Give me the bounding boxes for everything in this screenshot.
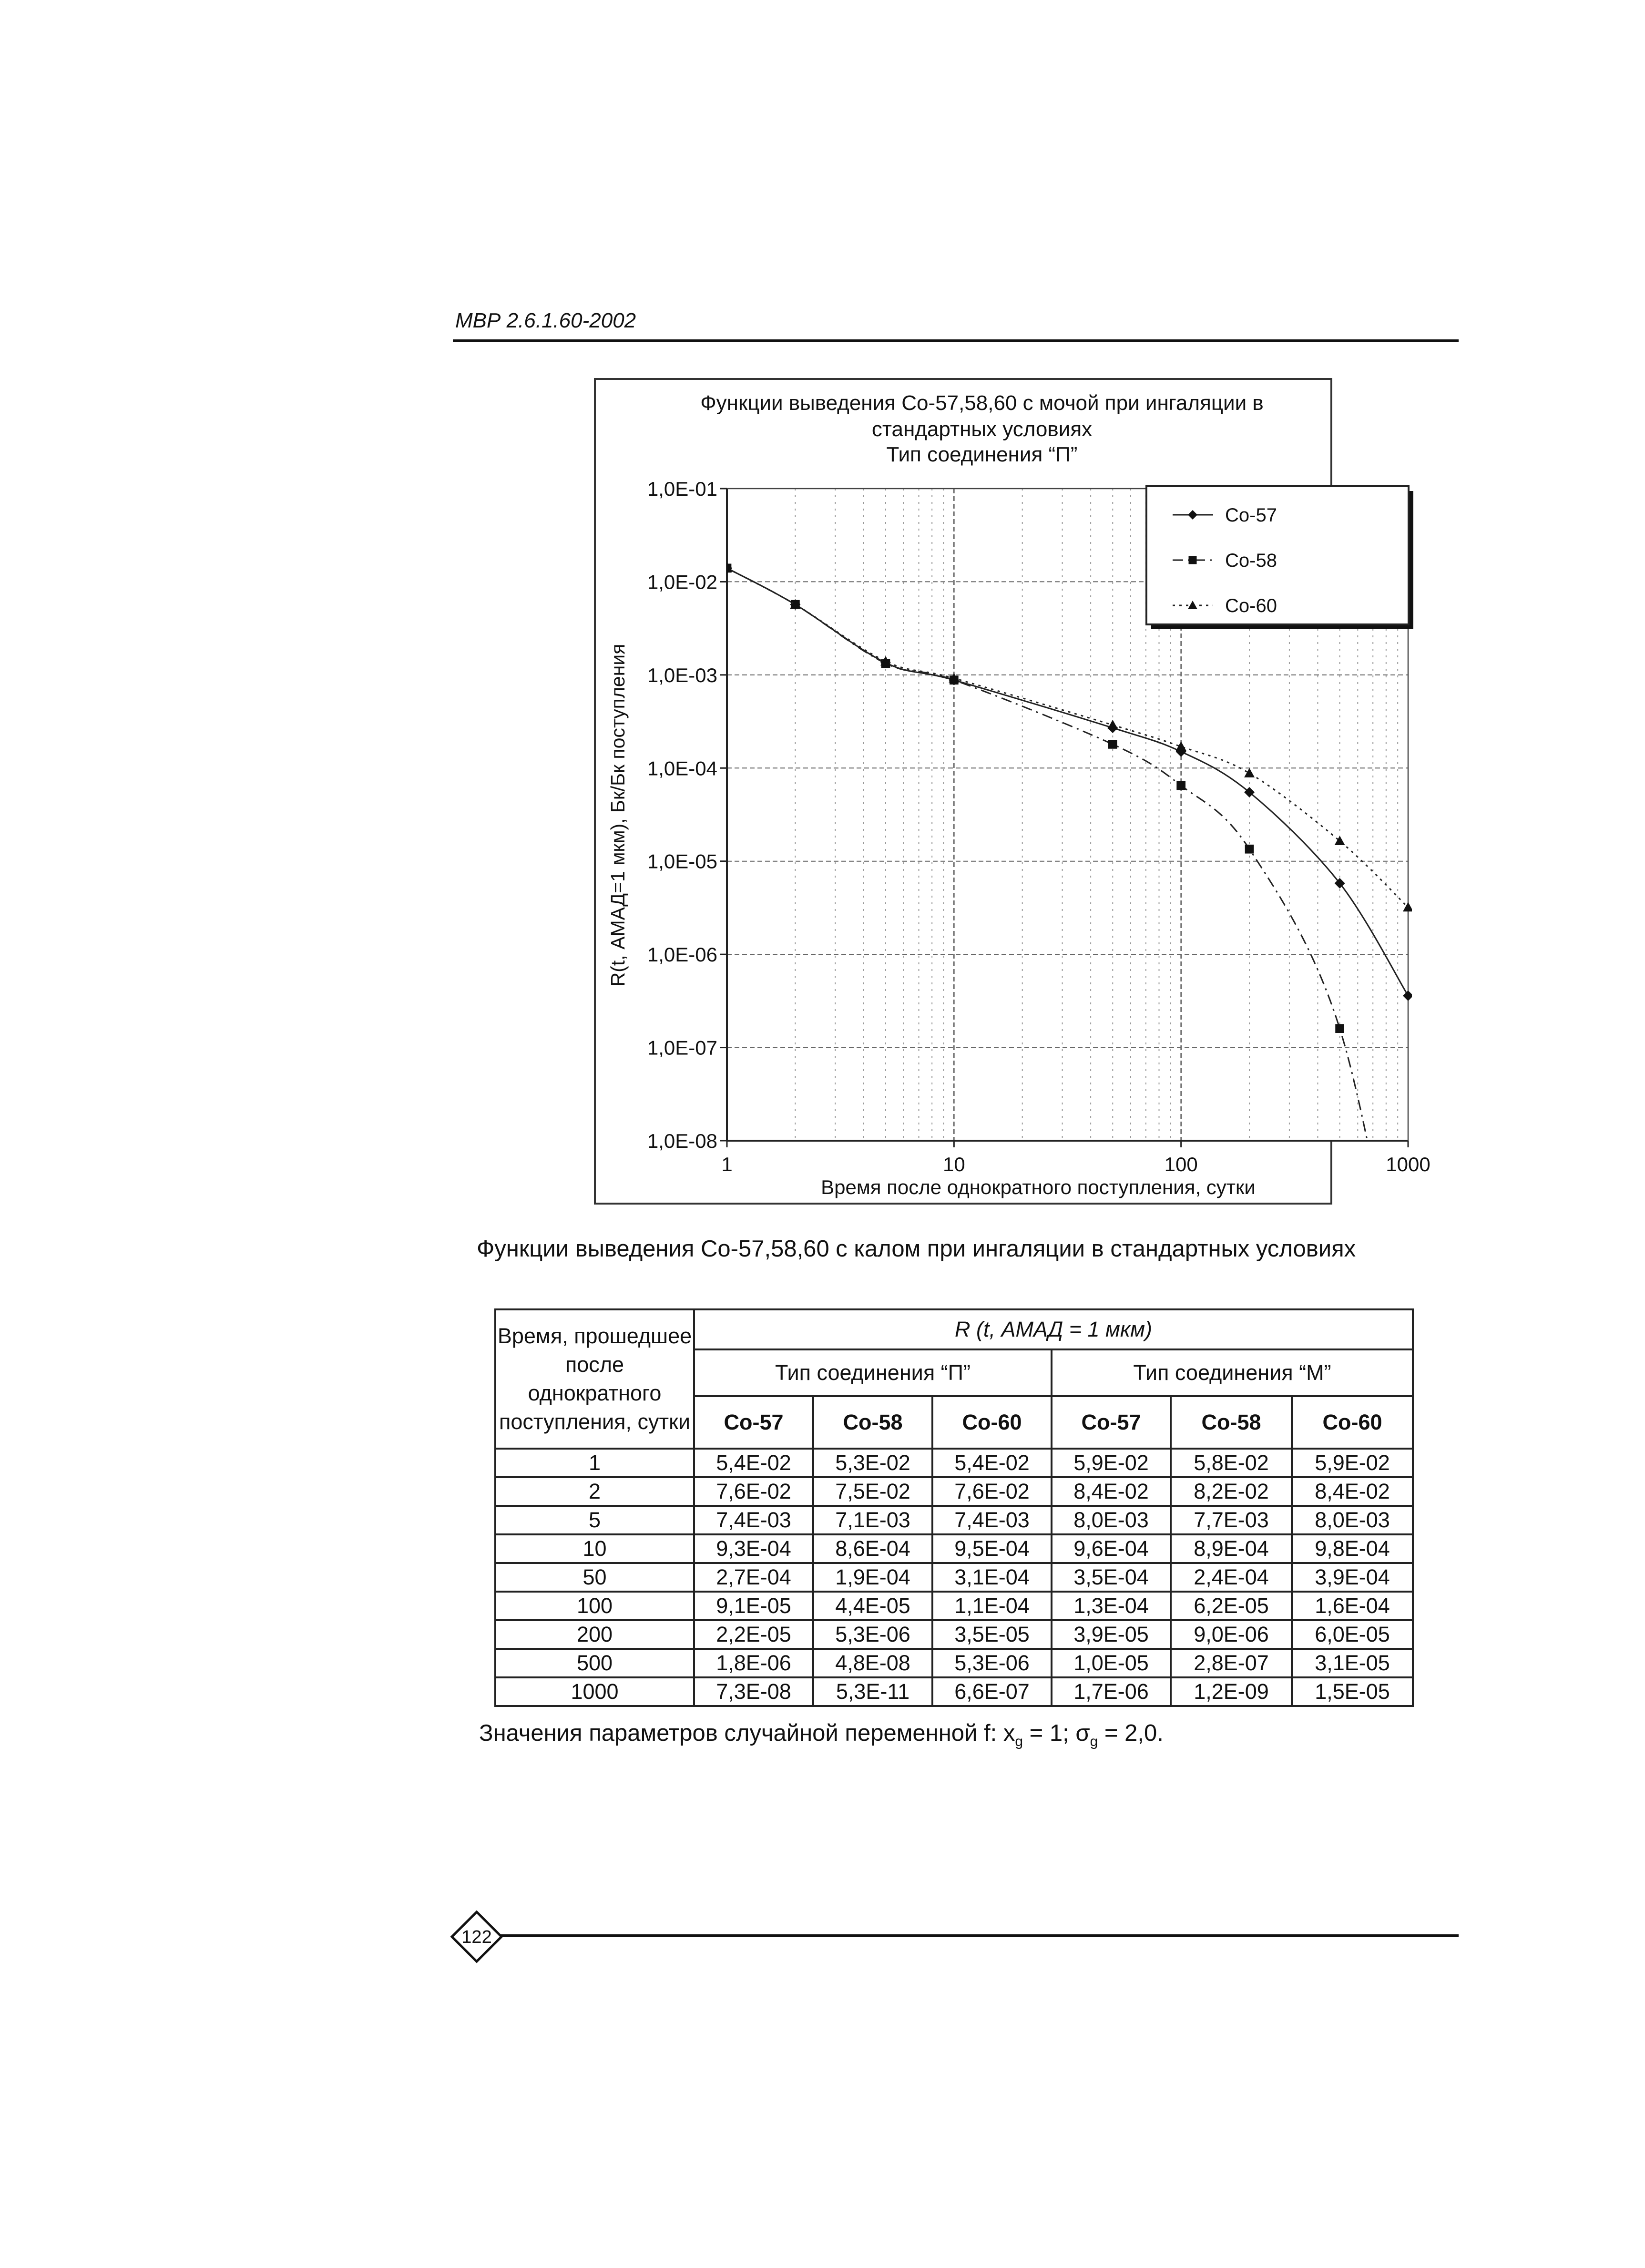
data-point xyxy=(1335,1024,1344,1033)
page-number-badge xyxy=(448,1908,505,1965)
isotope-header: Со-60 xyxy=(932,1396,1052,1449)
value-cell: 1,1E-04 xyxy=(932,1592,1052,1620)
value-cell: 3,5E-04 xyxy=(1052,1563,1171,1592)
table-row xyxy=(495,1592,1413,1620)
value-cell: 3,5E-05 xyxy=(932,1620,1052,1649)
y-tick-label: 1,0E-02 xyxy=(647,571,717,593)
value-cell: 7,6E-02 xyxy=(694,1477,813,1506)
value-cell: 9,0E-06 xyxy=(1171,1620,1292,1649)
value-cell: 4,4E-05 xyxy=(813,1592,932,1620)
value-cell: 5,4E-02 xyxy=(932,1449,1052,1477)
table-row xyxy=(495,1449,1413,1477)
value-cell: 2,7E-04 xyxy=(694,1563,813,1592)
value-cell: 5,3E-02 xyxy=(813,1449,932,1477)
x-tick-label: 100 xyxy=(1164,1153,1198,1175)
value-cell: 3,1E-04 xyxy=(932,1563,1052,1592)
value-cell: 7,4E-03 xyxy=(694,1506,813,1534)
value-cell: 5,4E-02 xyxy=(694,1449,813,1477)
value-cell: 9,3E-04 xyxy=(694,1534,813,1563)
type-m-header: Тип соединения “М” xyxy=(1052,1349,1413,1396)
x-tick-label: 1 xyxy=(721,1153,733,1175)
table-row xyxy=(495,1534,1413,1563)
chart-title-line-3: Тип соединения “П” xyxy=(886,443,1078,466)
table-row xyxy=(495,1563,1413,1592)
y-tick-label: 1,0E-04 xyxy=(647,757,717,780)
chart-title-line-2: стандартных условиях xyxy=(871,418,1093,441)
time-cell: 500 xyxy=(495,1649,694,1677)
value-cell: 9,6E-04 xyxy=(1052,1534,1171,1563)
value-cell: 7,1E-03 xyxy=(813,1506,932,1534)
time-cell: 10 xyxy=(495,1534,694,1563)
value-cell: 9,5E-04 xyxy=(932,1534,1052,1563)
value-cell: 8,9E-04 xyxy=(1171,1534,1292,1563)
value-cell: 7,3E-08 xyxy=(694,1677,813,1706)
footer-rule xyxy=(484,1934,1459,1937)
table-row xyxy=(495,1620,1413,1649)
page-number: 122 xyxy=(461,1927,492,1947)
x-tick-label: 10 xyxy=(942,1153,965,1175)
value-cell: 5,3E-06 xyxy=(932,1649,1052,1677)
time-cell: 200 xyxy=(495,1620,694,1649)
parameters-note xyxy=(479,1720,1164,1750)
params-x-subscript: g xyxy=(1015,1733,1023,1749)
y-tick-label: 1,0E-06 xyxy=(647,943,717,966)
value-cell: 1,9E-04 xyxy=(813,1563,932,1592)
elimination-data-table xyxy=(494,1308,1414,1707)
isotope-header: Со-58 xyxy=(1171,1396,1292,1449)
value-cell: 6,2E-05 xyxy=(1171,1592,1292,1620)
value-cell: 4,8E-08 xyxy=(813,1649,932,1677)
value-cell: 5,9E-02 xyxy=(1052,1449,1171,1477)
value-cell: 5,3E-06 xyxy=(813,1620,932,1649)
data-point xyxy=(1245,845,1254,854)
y-tick-label: 1,0E-01 xyxy=(647,478,717,500)
value-cell: 6,0E-05 xyxy=(1292,1620,1413,1649)
chart-title-line-1: Функции выведения Со-57,58,60 с мочой при ингаляции в xyxy=(700,391,1264,415)
params-prefix: Значения параметров случайной переменной f: x xyxy=(479,1720,1015,1746)
type-p-header: Тип соединения “П” xyxy=(694,1349,1052,1396)
value-cell: 7,5E-02 xyxy=(813,1477,932,1506)
value-cell: 8,6E-04 xyxy=(813,1534,932,1563)
value-cell: 8,0E-03 xyxy=(1052,1506,1171,1534)
y-tick-label: 1,0E-05 xyxy=(647,850,717,873)
legend-label: Co-60 xyxy=(1225,595,1277,616)
time-cell: 1 xyxy=(495,1449,694,1477)
value-cell: 8,2E-02 xyxy=(1171,1477,1292,1506)
time-cell: 50 xyxy=(495,1563,694,1592)
value-cell: 1,8E-06 xyxy=(694,1649,813,1677)
value-cell: 8,0E-03 xyxy=(1292,1506,1413,1534)
value-cell: 3,1E-05 xyxy=(1292,1649,1413,1677)
isotope-header: Со-57 xyxy=(694,1396,813,1449)
value-cell: 2,2E-05 xyxy=(694,1620,813,1649)
value-cell: 7,7E-03 xyxy=(1171,1506,1292,1534)
value-cell: 2,8E-07 xyxy=(1171,1649,1292,1677)
time-cell: 100 xyxy=(495,1592,694,1620)
params-suffix: = 2,0. xyxy=(1098,1720,1164,1746)
time-column-header: Время, прошедшее после однократного поступления, сутки xyxy=(495,1309,694,1449)
value-cell: 7,6E-02 xyxy=(932,1477,1052,1506)
value-cell: 1,6E-04 xyxy=(1292,1592,1413,1620)
y-tick-label: 1,0E-08 xyxy=(647,1130,717,1152)
params-sigma-subscript: g xyxy=(1090,1733,1098,1749)
data-point xyxy=(1108,740,1117,749)
table-row xyxy=(495,1677,1413,1706)
data-point xyxy=(1176,781,1185,790)
y-tick-label: 1,0E-03 xyxy=(647,664,717,686)
value-cell: 3,9E-05 xyxy=(1052,1620,1171,1649)
params-middle: = 1; σ xyxy=(1023,1720,1090,1746)
isotope-header: Со-60 xyxy=(1292,1396,1413,1449)
isotope-header: Со-58 xyxy=(813,1396,932,1449)
value-cell: 7,4E-03 xyxy=(932,1506,1052,1534)
value-cell: 6,6E-07 xyxy=(932,1677,1052,1706)
table-row xyxy=(495,1506,1413,1534)
value-cell: 8,4E-02 xyxy=(1052,1477,1171,1506)
value-cell: 1,7E-06 xyxy=(1052,1677,1171,1706)
value-cell: 8,4E-02 xyxy=(1292,1477,1413,1506)
table-row xyxy=(495,1649,1413,1677)
y-axis-label: R(t, АМАД=1 мкм), Бк/Бк поступления xyxy=(607,644,629,987)
r-value-header: R (t, АМАД = 1 мкм) xyxy=(694,1309,1413,1349)
table-row xyxy=(495,1477,1413,1506)
table-caption: Функции выведения Со-57,58,60 с калом при ингаляции в стандартных условиях xyxy=(477,1236,1356,1262)
legend-label: Co-58 xyxy=(1225,550,1277,571)
isotope-header: Со-57 xyxy=(1052,1396,1171,1449)
legend-label: Co-57 xyxy=(1225,505,1277,526)
time-cell: 1000 xyxy=(495,1677,694,1706)
table-body xyxy=(495,1449,1413,1706)
value-cell: 5,9E-02 xyxy=(1292,1449,1413,1477)
legend-marker xyxy=(1189,556,1197,564)
x-axis-label: Время после однократного поступления, сутки xyxy=(821,1176,1256,1198)
y-tick-label: 1,0E-07 xyxy=(647,1036,717,1059)
value-cell: 1,2E-09 xyxy=(1171,1677,1292,1706)
value-cell: 1,5E-05 xyxy=(1292,1677,1413,1706)
value-cell: 1,3E-04 xyxy=(1052,1592,1171,1620)
value-cell: 5,3E-11 xyxy=(813,1677,932,1706)
value-cell: 5,8E-02 xyxy=(1171,1449,1292,1477)
value-cell: 2,4E-04 xyxy=(1171,1563,1292,1592)
value-cell: 1,0E-05 xyxy=(1052,1649,1171,1677)
time-cell: 2 xyxy=(495,1477,694,1506)
legend-box xyxy=(1146,486,1409,624)
x-tick-label: 1000 xyxy=(1386,1153,1430,1175)
chart-legend xyxy=(1146,486,1413,629)
value-cell: 9,1E-05 xyxy=(694,1592,813,1620)
document-code-header: МВР 2.6.1.60-2002 xyxy=(455,309,636,332)
value-cell: 9,8E-04 xyxy=(1292,1534,1413,1563)
value-cell: 3,9E-04 xyxy=(1292,1563,1413,1592)
time-cell: 5 xyxy=(495,1506,694,1534)
